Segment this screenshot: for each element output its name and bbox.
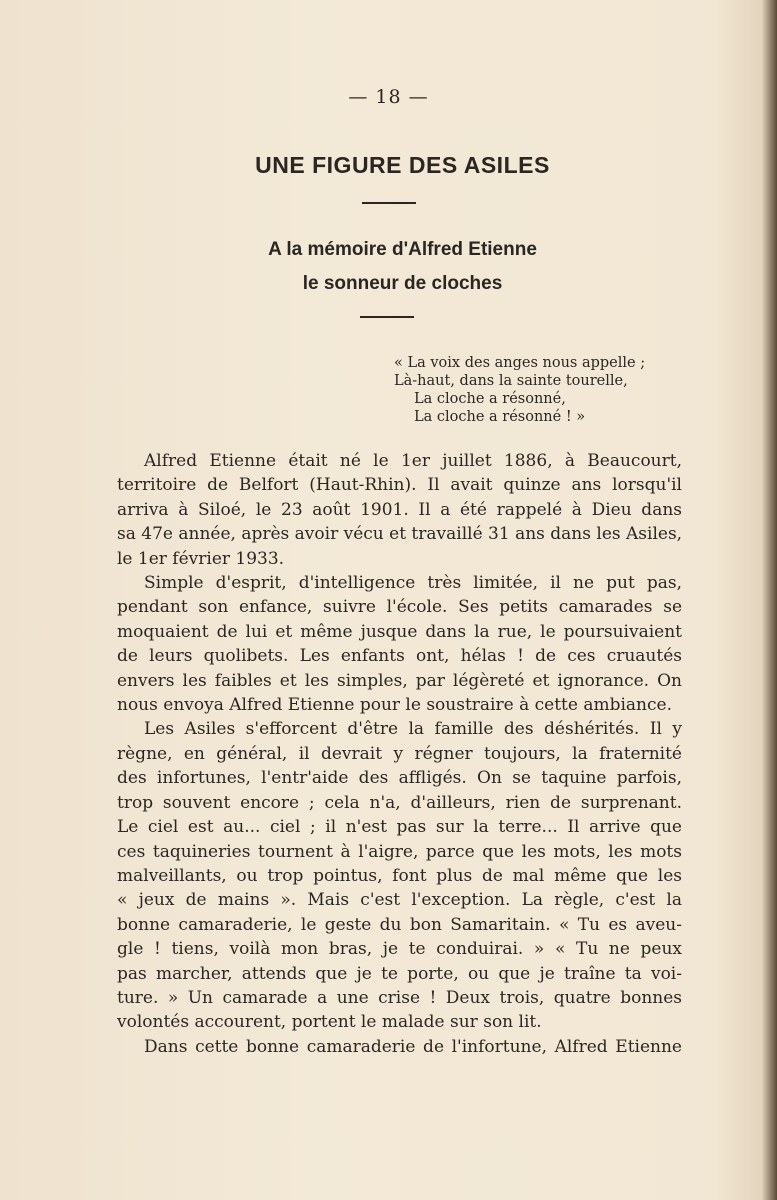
body-line: des infortunes, l'entr'aide des affligés. On se taquine parfois, <box>117 768 682 789</box>
body-line: sa 47e année, après avoir vécu et travaillé 31 ans dans les Asiles, <box>117 524 683 545</box>
body-line: envers les faibles et les simples, par légèreté et ignorance. On <box>117 670 682 691</box>
chapter-title: UNE FIGURE DES ASILES <box>255 152 550 178</box>
body-line: malveillants, ou trop pointus, font plus de mal même que les <box>117 865 682 886</box>
body-line: « jeux de mains ». Mais c'est l'exception. La règle, c'est la <box>117 890 682 911</box>
body-line: nous envoya Alfred Etienne pour le soustraire à cette ambiance. <box>117 695 672 716</box>
subtitle-divider <box>360 316 414 318</box>
body-line: bonne camaraderie, le geste du bon Samaritain. « Tu es aveu- <box>117 914 682 935</box>
body-line: Dans cette bonne camaraderie de l'infortune, Alfred Etienne <box>144 1036 682 1057</box>
body-line: Les Asiles s'efforcent d'être la famille des déshérités. Il y <box>144 719 682 740</box>
body-line: Alfred Etienne était né le 1er juillet 1886, à Beaucourt, <box>144 451 682 471</box>
epigraph-line: La cloche a résonné ! » <box>414 409 586 425</box>
body-line: Simple d'esprit, d'intelligence très limitée, il ne put pas, <box>144 573 682 594</box>
epigraph-line: « La voix des anges nous appelle ; <box>394 355 646 371</box>
subtitle-line-1: A la mémoire d'Alfred Etienne <box>268 239 537 260</box>
body-line: ture. » Un camarade a une crise ! Deux trois, quatre bonnes <box>117 987 682 1008</box>
body-line: trop souvent encore ; cela n'a, d'ailleurs, rien de surprenant. <box>117 792 682 813</box>
body-line: ces taquineries tournent à l'aigre, parce que les mots, les mots <box>117 841 682 862</box>
epigraph-line: La cloche a résonné, <box>414 391 566 407</box>
body-line: règne, en général, il devrait y régner toujours, la fraternité <box>117 743 682 764</box>
body-line: volontés accourent, portent le malade sur son lit. <box>117 1012 542 1033</box>
page-number: — 18 — <box>348 86 429 108</box>
body-line: gle ! tiens, voilà mon bras, je te conduirai. » « Tu ne peux <box>117 939 682 960</box>
subtitle-line-2: le sonneur de cloches <box>302 273 503 294</box>
body-line: pendant son enfance, suivre l'école. Ses petits camarades se <box>117 597 682 618</box>
body-line: moquaient de lui et même jusque dans la rue, le poursuivaient <box>117 621 682 642</box>
body-line: territoire de Belfort (Haut-Rhin). Il avait quinze ans lorsqu'il <box>117 475 682 496</box>
body-line: Le ciel est au... ciel ; il n'est pas sur la terre... Il arrive que <box>117 817 682 838</box>
body-line: arriva à Siloé, le 23 août 1901. Il a été rappelé à Dieu dans <box>117 499 682 520</box>
body-text <box>117 449 682 1059</box>
body-line: le 1er février 1933. <box>117 548 285 569</box>
title-divider <box>362 202 416 204</box>
body-line: pas marcher, attends que je te porte, ou que je traîne ta voi- <box>117 963 682 984</box>
body-line: de leurs quolibets. Les enfants ont, hélas ! de ces cruautés <box>117 646 682 667</box>
epigraph-line: Là-haut, dans la sainte tourelle, <box>394 373 628 389</box>
epigraph <box>394 354 694 426</box>
